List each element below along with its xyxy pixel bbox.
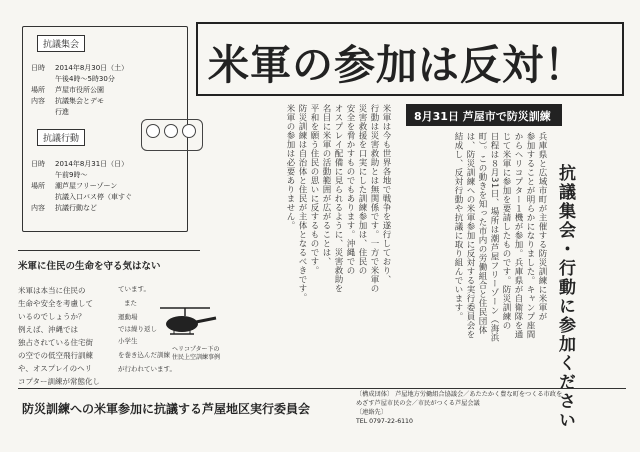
left-article-body: 米軍は本当に住民の 生命や安全を考慮して いるのでしょうか？ 例えば、沖縄では 独占されている住宅街 の空での低空飛行訓練 や、オスプレイのヘリ コプター訓練が常態化し (18, 286, 100, 386)
section-title-action: 抗議行動 (37, 129, 85, 146)
headline: 米軍の参加は反対！ (208, 41, 586, 89)
notice-row: 行進 (55, 108, 69, 116)
notice-row: 抗議入口バス停（車すぐ (55, 193, 132, 201)
notice-row: 午後4時～5時30分 (55, 75, 115, 83)
notice-row: 場所 芦屋市役所公園 (31, 86, 104, 94)
event-notice-box (22, 26, 188, 232)
protesters-illustration-icon (141, 119, 203, 151)
footer-divider (18, 388, 626, 389)
notice-row: 日時 2014年8月30日（土） (31, 64, 129, 72)
helicopter-icon (150, 300, 220, 346)
divider (18, 250, 200, 251)
notice-row: 日時 2014年8月31日（日） (31, 160, 129, 168)
notice-row: 場所 潮芦屋フリーゾーン (31, 182, 118, 190)
left-subheading: 米軍に住民の生命を守る気はない (18, 261, 161, 272)
organizer-name: 防災訓練への米軍参加に抗議する芦屋地区実行委員会 (22, 402, 311, 416)
article-body-right: 兵庫県と広域市町が主催する防災訓練に米軍が 参加することが明らかになりました。キャンプ座間 からヘリコプター１機が参加。兵庫県が自衛隊を通 じて米軍に参加を要請したものです。防災訓練の 日程は８月31日、場所は潮芦屋フリーゾーン（海浜 町）。この動きを知った市内の労働組合と住民団体 は、防災訓練への米軍参加に反対する実行委員会を 結成し、反対行動や抗議に取り組んでいます。 (453, 132, 547, 342)
left-article-body-2: ています。 また 運動場 では繰り返し 小学生 を巻き込んだ訓練 が行われています。 (118, 285, 176, 373)
notice-row: 内容 抗議行動など (31, 204, 97, 212)
section-title-rally: 抗議集会 (37, 35, 85, 52)
contact-info: 〔構成団体〕 芦屋地方労働組合協議会／あたたかく豊な町をつくる市政を めざす芦屋市民の会／市民がつくる芦屋会議 〔連絡先〕 TEL 0797-22-6110 (356, 391, 563, 425)
date-badge: 8月31日 芦屋市で防災訓練 (406, 104, 562, 126)
headline-box (196, 22, 624, 96)
image-caption: ヘリコプター下の 住民上空訓練事例 (172, 346, 221, 361)
notice-row: 内容 抗議集会とデモ (31, 97, 104, 105)
notice-row: 午前9時～ (55, 171, 88, 179)
article-body-middle: 米軍は今も世界各地で戦争を遂行しており、 行動は災害救助とは無関係です。一方で米軍の 災害救援を口実にした訓練参加は、住民の 安全を脅かすものでもあります。沖縄での オスプレイ配備に見られるように、災害救助を 名目に米軍の活動範囲が広がることは、 平和を願う住民の思いに反するものです。 防災訓練は自治体と住民が主体となるべきです。 米軍の参加は必要ありません。 (285, 104, 391, 302)
vertical-call-to-action: 抗議集会・行動に参加ください (555, 164, 575, 430)
